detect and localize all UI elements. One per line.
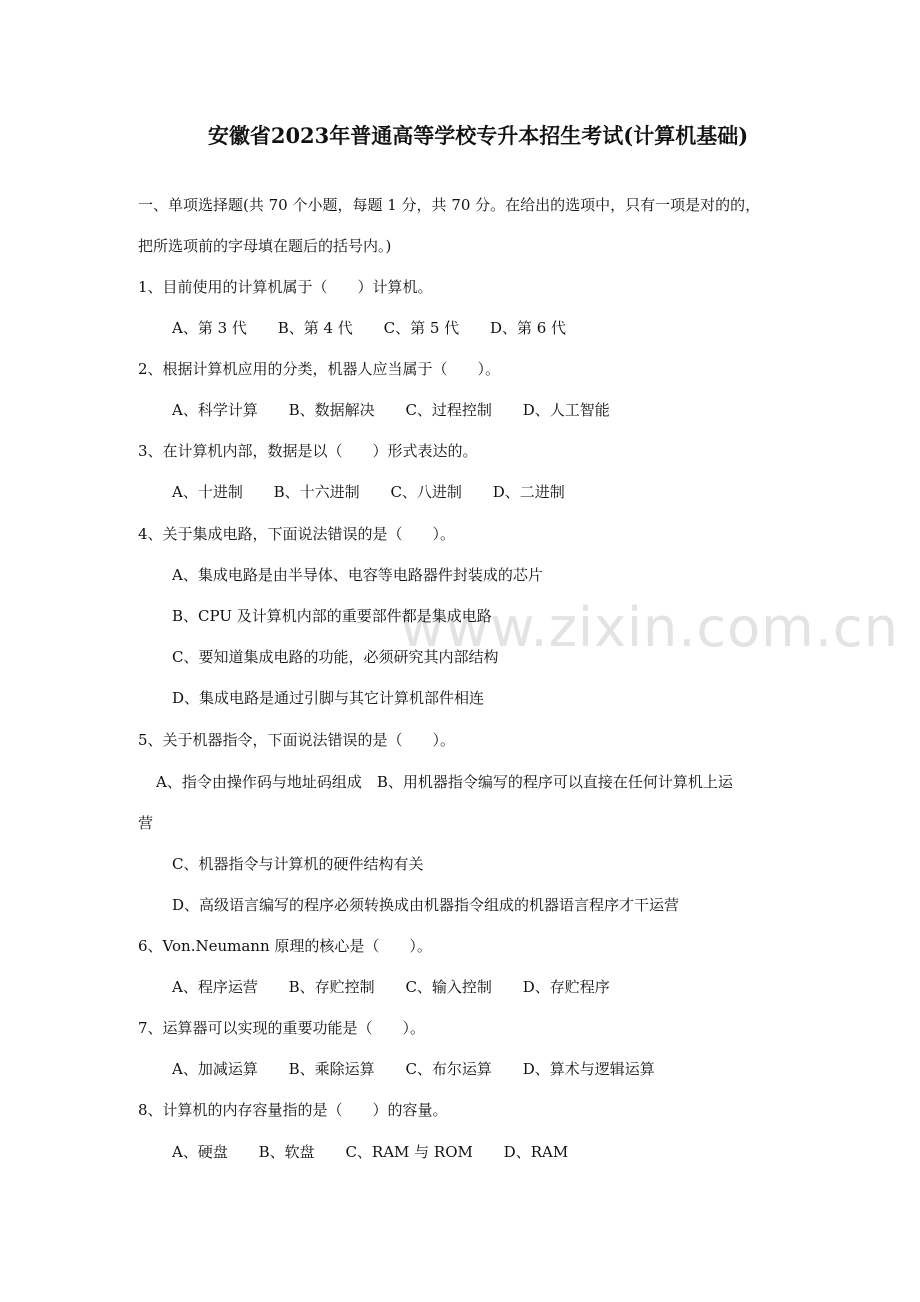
question-1-stem: 1、目前使用的计算机属于（ ）计算机。 <box>138 278 433 296</box>
option-b: B、数据解决 <box>288 401 375 419</box>
question-8-options <box>172 1142 568 1162</box>
option-d: D、算术与逻辑运算 <box>522 1060 655 1078</box>
question-7-stem: 7、运算器可以实现的重要功能是（ ）。 <box>138 1019 426 1037</box>
question-2-options <box>172 400 610 420</box>
option-a: A、程序运营 <box>172 978 258 996</box>
option-b: B、存贮控制 <box>288 978 375 996</box>
option-d: D、RAM <box>503 1143 569 1161</box>
section-instructions-line1: 一、单项选择题(共 70 个小题，每题 1 分，共 70 分。在给出的选项中，只有一项是对的的， <box>138 196 761 214</box>
question-3-stem: 3、在计算机内部，数据是以（ ）形式表达的。 <box>138 442 478 460</box>
option-c: C、过程控制 <box>405 401 492 419</box>
option-a: A、第 3 代 <box>172 319 247 337</box>
option-a: A、硬盘 <box>172 1143 228 1161</box>
question-5-option-d: D、高级语言编写的程序必须转换成由机器指令组成的机器语言程序才干运营 <box>172 896 680 914</box>
option-d: D、人工智能 <box>522 401 610 419</box>
question-6-options <box>172 977 610 997</box>
option-b: B、第 4 代 <box>277 319 353 337</box>
option-c: C、RAM 与 ROM <box>345 1143 473 1161</box>
option-c: C、第 5 代 <box>383 319 460 337</box>
question-4-option-b: B、CPU 及计算机内部的重要部件都是集成电路 <box>172 607 492 625</box>
question-4-stem: 4、关于集成电路，下面说法错误的是（ ）。 <box>138 525 456 543</box>
option-a: A、十进制 <box>172 483 243 501</box>
option-c: C、布尔运算 <box>405 1060 492 1078</box>
question-4-option-d: D、集成电路是通过引脚与其它计算机部件相连 <box>172 689 485 707</box>
option-a: A、加减运算 <box>172 1060 258 1078</box>
question-4-option-c: C、要知道集成电路的功能，必须研究其内部结构 <box>172 648 499 666</box>
question-8-stem: 8、计算机的内存容量指的是（ ）的容量。 <box>138 1101 448 1119</box>
option-c: C、输入控制 <box>405 978 492 996</box>
question-5-option-ab-line2: 营 <box>138 814 154 832</box>
question-1-options <box>172 318 566 338</box>
option-b: B、十六进制 <box>273 483 360 501</box>
question-5-option-c: C、机器指令与计算机的硬件结构有关 <box>172 855 424 873</box>
option-b: B、软盘 <box>258 1143 315 1161</box>
option-d: D、存贮程序 <box>522 978 610 996</box>
option-a: A、科学计算 <box>172 401 258 419</box>
question-4-option-a: A、集成电路是由半导体、电容等电路器件封装成的芯片 <box>172 566 543 584</box>
watermark: www.zixin.com.cn <box>400 596 899 659</box>
option-c: C、八进制 <box>390 483 462 501</box>
section-instructions-line2: 把所选项前的字母填在题后的括号内。) <box>138 237 392 255</box>
question-2-stem: 2、根据计算机应用的分类，机器人应当属于（ ）。 <box>138 360 501 378</box>
option-d: D、第 6 代 <box>489 319 567 337</box>
question-7-options <box>172 1059 655 1079</box>
page-title: 安徽省2023年普通高等学校专升本招生考试(计算机基础) <box>207 123 749 148</box>
question-3-options <box>172 482 565 502</box>
option-b: B、乘除运算 <box>288 1060 375 1078</box>
question-6-stem: 6、Von.Neumann 原理的核心是（ ）。 <box>138 937 432 955</box>
question-5-option-ab-line1: A、指令由操作码与地址码组成 B、用机器指令编写的程序可以直接在任何计算机上运 <box>156 773 733 791</box>
option-d: D、二进制 <box>492 483 565 501</box>
question-5-stem: 5、关于机器指令，下面说法错误的是（ ）。 <box>138 731 456 749</box>
